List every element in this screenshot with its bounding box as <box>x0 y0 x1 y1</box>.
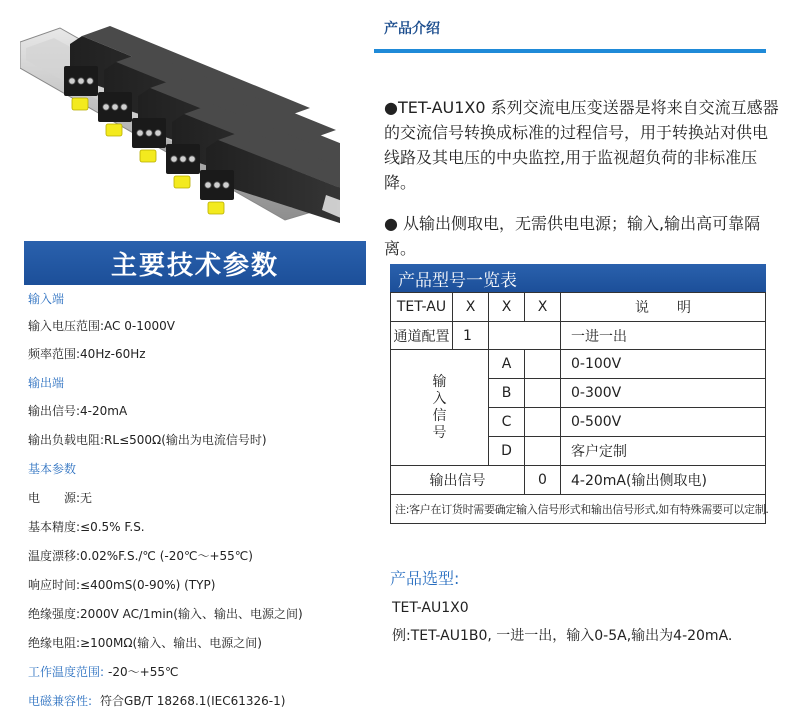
basic-section-heading: 基本参数 <box>28 462 77 476</box>
terminal-screw <box>103 104 109 110</box>
output-code: 0 <box>524 465 561 495</box>
input-desc: 0-100V <box>560 349 766 379</box>
output-signal-label: 输出信号 <box>390 465 525 495</box>
channel-code: 1 <box>452 321 489 350</box>
output-section-heading: 输出端 <box>28 376 65 390</box>
power-spec: 电 源:无 <box>28 491 93 505</box>
input-range: 输入电压范围:AC 0-1000V <box>28 319 175 333</box>
table-header-cell: 说 明 <box>560 292 766 322</box>
intro-paragraph-2: ● 从输出侧取电，无需供电电源；输入,输出高可靠隔离。 <box>384 214 761 258</box>
yellow-release-button <box>208 202 224 214</box>
emc-spec <box>28 692 285 709</box>
input-code: D <box>488 436 525 466</box>
terminal-screw <box>87 78 93 84</box>
table-header-cell: X <box>488 292 525 322</box>
selection-model: TET-AU1X0 <box>392 600 469 616</box>
table-header-cell: TET-AU <box>390 292 453 322</box>
intro-paragraph-1: ●TET-AU1X0 系列交流电压变送器是将来自交流互感器的交流信号转换成标准的过程信号，用于转换站对供电线路及其电压的中央监控,用于监视超负荷的非标准压降。 <box>384 98 779 192</box>
empty-cell <box>524 349 561 379</box>
terminal-screw <box>121 104 127 110</box>
emc-label: 电磁兼容性: <box>28 694 93 708</box>
product-photo <box>20 8 340 230</box>
emc-value: 符合GB/T 18268.1(IEC61326-1) <box>100 694 286 708</box>
temp-drift-spec: 温度漂移:0.02%F.S./℃ (-20℃～+55℃) <box>28 549 253 563</box>
empty-cell <box>524 407 561 437</box>
yellow-release-button <box>174 176 190 188</box>
channel-label: 通道配置 <box>390 321 453 350</box>
work-temp-value: -20～+55℃ <box>108 665 179 679</box>
terminal-screw <box>180 156 186 162</box>
input-code: B <box>488 378 525 408</box>
input-desc: 0-500V <box>560 407 766 437</box>
work-temp-label: 工作温度范围: <box>28 665 105 679</box>
input-code: C <box>488 407 525 437</box>
input-section-heading: 输入端 <box>28 292 65 306</box>
terminal-screw <box>205 182 211 188</box>
yellow-release-button <box>72 98 88 110</box>
output-signal: 输出信号:4-20mA <box>28 404 128 418</box>
empty-cell <box>524 436 561 466</box>
output-load: 输出负载电阻:RL≤500Ω(输出为电流信号时) <box>28 433 267 447</box>
freq-range: 频率范围:40Hz-60Hz <box>28 347 146 361</box>
terminal-screw <box>171 156 177 162</box>
channel-desc: 一进一出 <box>560 321 766 350</box>
terminal-screw <box>189 156 195 162</box>
terminal-screw <box>223 182 229 188</box>
table-header-cell: X <box>524 292 561 322</box>
empty-cell <box>524 378 561 408</box>
yellow-release-button <box>140 150 156 162</box>
output-desc: 4-20mA(输出侧取电) <box>560 465 766 495</box>
accuracy-spec: 基本精度:≤0.5% F.S. <box>28 520 145 534</box>
selection-title: 产品选型: <box>390 569 460 588</box>
intro-divider <box>374 49 766 53</box>
terminal-screw <box>112 104 118 110</box>
model-table-title: 产品型号一览表 <box>390 264 766 292</box>
terminal-screw <box>137 130 143 136</box>
table-header-cell: X <box>452 292 489 322</box>
table-note: 注:客户在订货时需要确定输入信号形式和输出信号形式,如有特殊需要可以定制. <box>390 494 766 524</box>
input-desc: 客户定制 <box>560 436 766 466</box>
input-signal-label: 输 入 信 号 <box>390 349 489 466</box>
insulation-resistance-spec: 绝缘电阻:≥100MΩ(输入、输出、电源之间) <box>28 636 262 650</box>
intro-title: 产品介绍 <box>384 21 440 37</box>
input-code: A <box>488 349 525 379</box>
input-desc: 0-300V <box>560 378 766 408</box>
terminal-screw <box>69 78 75 84</box>
terminal-screw <box>214 182 220 188</box>
terminal-screw <box>155 130 161 136</box>
empty-cell <box>488 321 561 350</box>
selection-example: 例:TET-AU1B0, 一进一出，输入0-5A,输出为4-20mA. <box>392 628 733 644</box>
response-spec: 响应时间:≤400mS(0-90%) (TYP) <box>28 578 216 592</box>
spec-banner: 主要技术参数 <box>24 241 366 285</box>
terminal-screw <box>146 130 152 136</box>
terminal-screw <box>78 78 84 84</box>
yellow-release-button <box>106 124 122 136</box>
model-table <box>390 292 769 524</box>
insulation-strength-spec: 绝缘强度:2000V AC/1min(输入、输出、电源之间) <box>28 607 303 621</box>
work-temp-spec <box>28 663 178 680</box>
